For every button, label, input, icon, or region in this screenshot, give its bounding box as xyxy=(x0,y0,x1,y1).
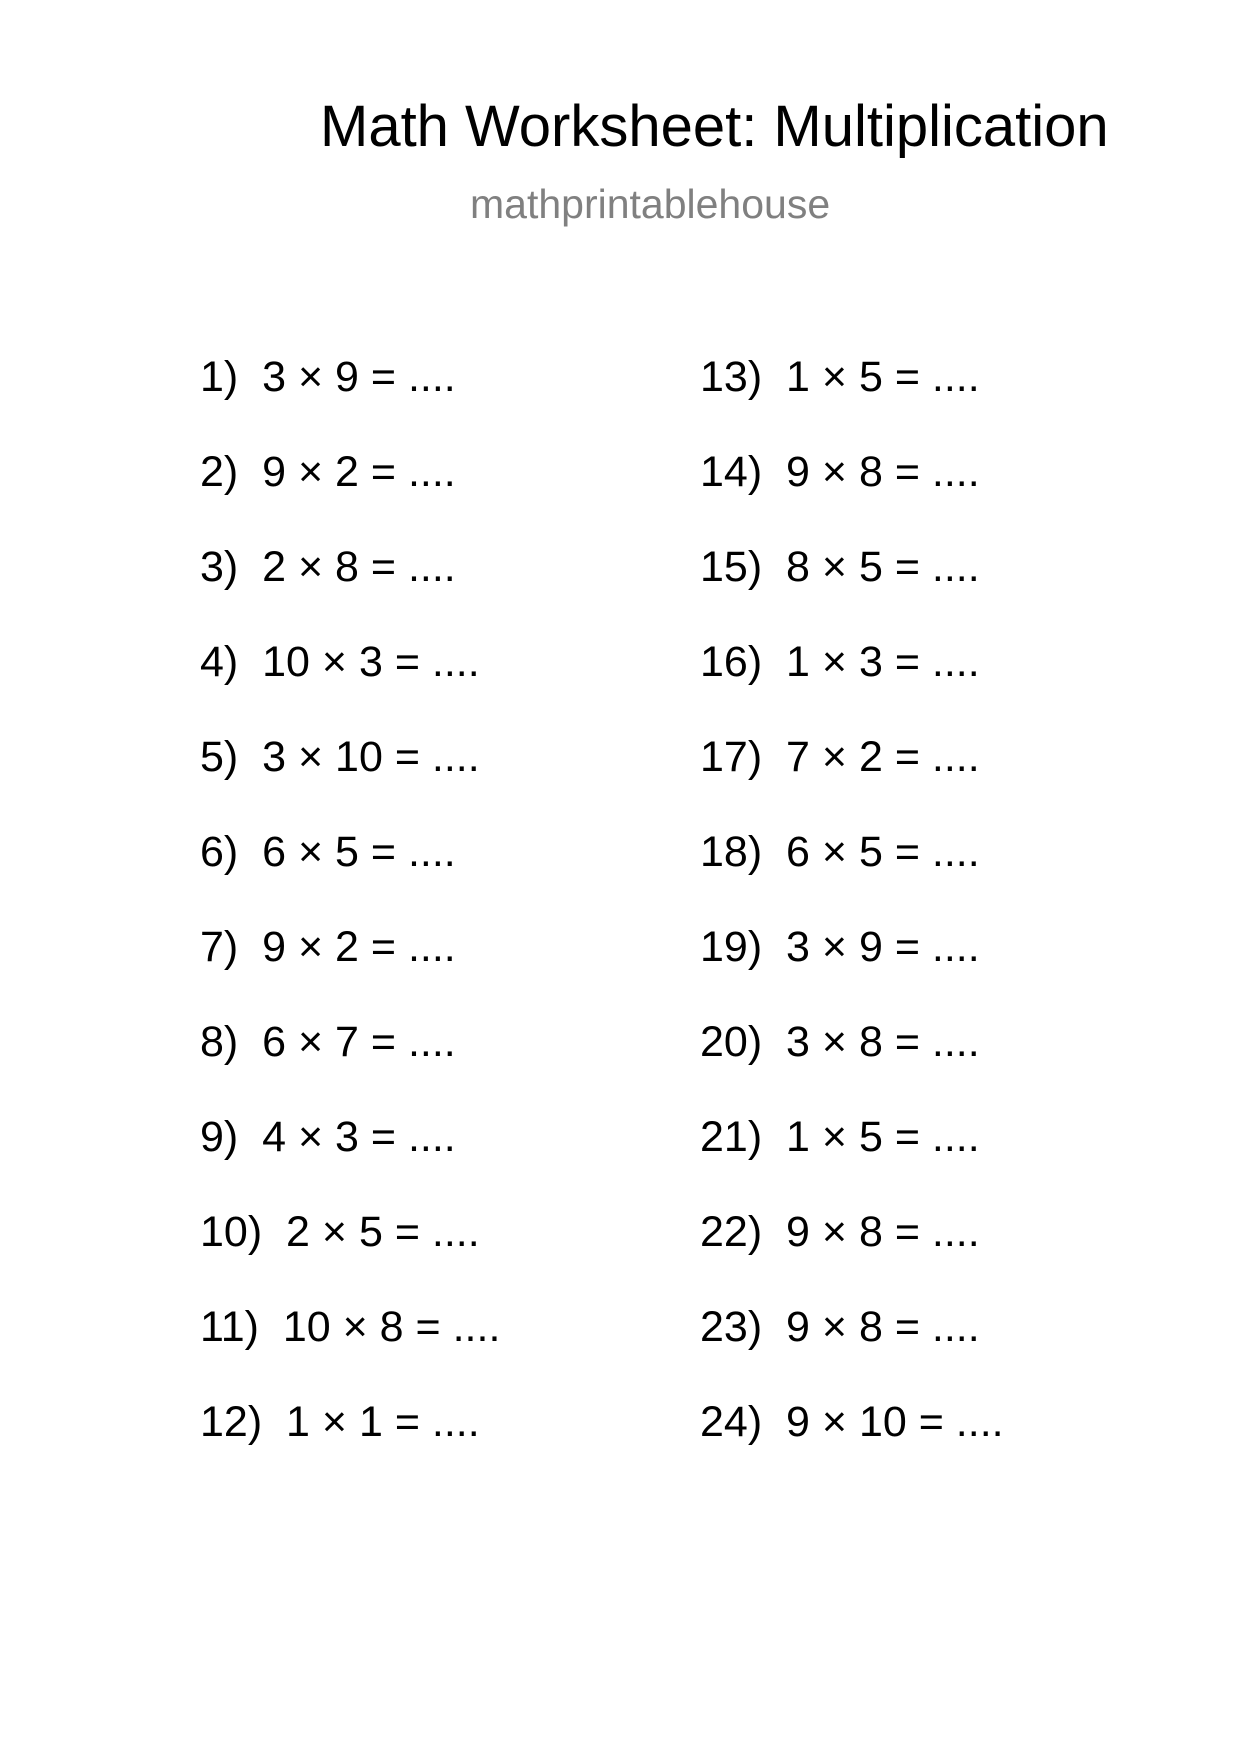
problem-item: 2) 9 × 2 = .... xyxy=(200,448,456,496)
problem-item: 10) 2 × 5 = .... xyxy=(200,1208,480,1256)
problem-item: 4) 10 × 3 = .... xyxy=(200,638,480,686)
problem-item: 20) 3 × 8 = .... xyxy=(700,1018,980,1066)
problem-item: 6) 6 × 5 = .... xyxy=(200,828,456,876)
problem-column-right xyxy=(700,352,1120,1492)
problem-item: 3) 2 × 8 = .... xyxy=(200,543,456,591)
problem-item: 8) 6 × 7 = .... xyxy=(200,1018,456,1066)
problem-item: 15) 8 × 5 = .... xyxy=(700,543,980,591)
problem-item: 16) 1 × 3 = .... xyxy=(700,638,980,686)
problem-item: 12) 1 × 1 = .... xyxy=(200,1398,480,1446)
page-title: Math Worksheet: Multiplication xyxy=(320,94,1109,159)
problem-item: 5) 3 × 10 = .... xyxy=(200,733,480,781)
problem-item: 17) 7 × 2 = .... xyxy=(700,733,980,781)
problem-column-left xyxy=(200,352,620,1492)
problem-item: 19) 3 × 9 = .... xyxy=(700,923,980,971)
problem-item: 22) 9 × 8 = .... xyxy=(700,1208,980,1256)
problem-item: 7) 9 × 2 = .... xyxy=(200,923,456,971)
page-subtitle: mathprintablehouse xyxy=(470,181,831,227)
problem-item: 9) 4 × 3 = .... xyxy=(200,1113,456,1161)
problem-item: 21) 1 × 5 = .... xyxy=(700,1113,980,1161)
problem-item: 14) 9 × 8 = .... xyxy=(700,448,980,496)
problem-item: 13) 1 × 5 = .... xyxy=(700,353,980,401)
problem-item: 1) 3 × 9 = .... xyxy=(200,353,456,401)
problem-item: 18) 6 × 5 = .... xyxy=(700,828,980,876)
problem-item: 23) 9 × 8 = .... xyxy=(700,1303,980,1351)
problem-item: 11) 10 × 8 = .... xyxy=(200,1303,501,1351)
problem-item: 24) 9 × 10 = .... xyxy=(700,1398,1004,1446)
